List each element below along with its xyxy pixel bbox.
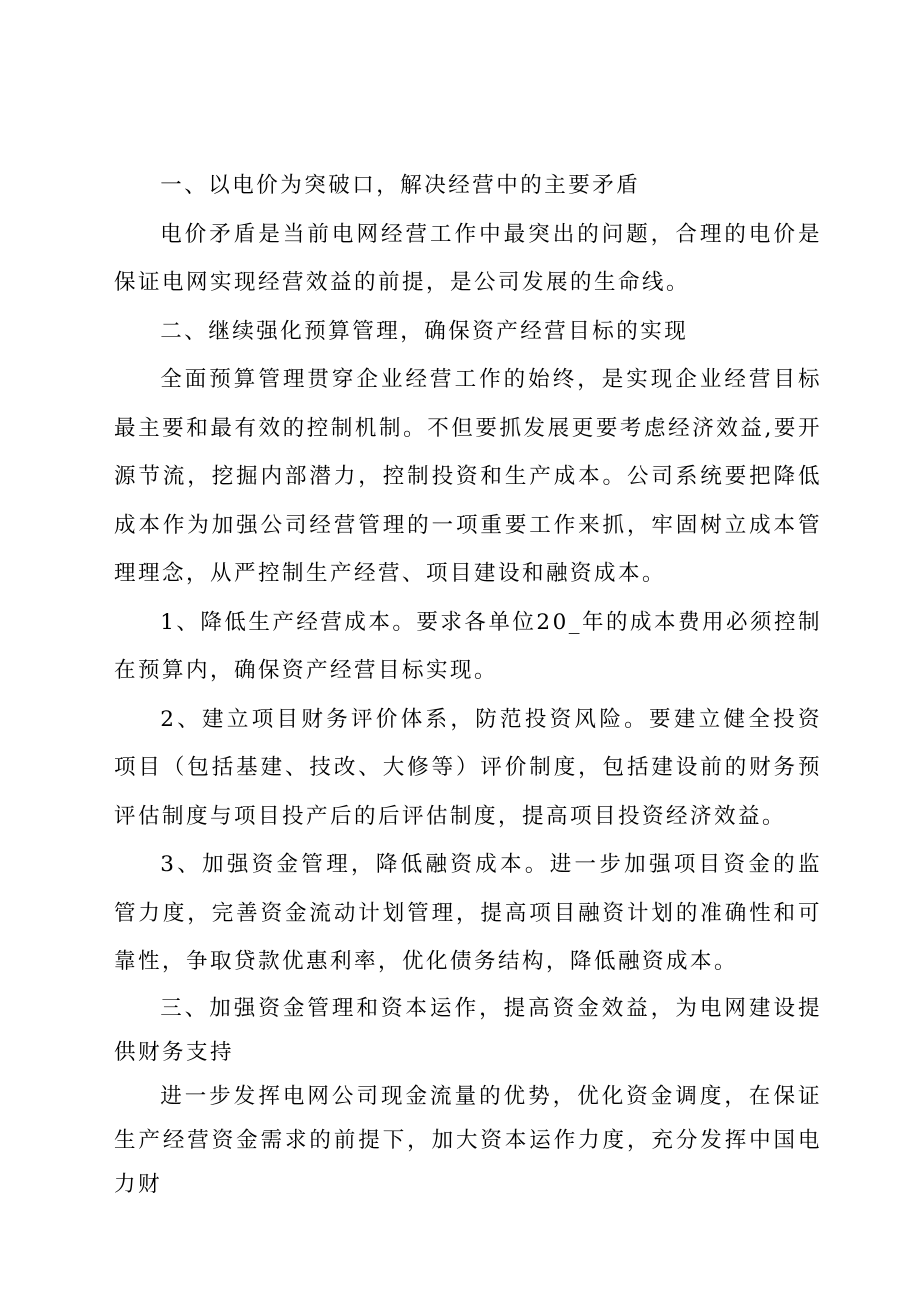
heading-2: 二、继续强化预算管理，确保资产经营目标的实现 (160, 318, 689, 344)
paragraph: 电价矛盾是当前电网经营工作中最突出的问题，合理的电价是保证电网实现经营效益的前提，是公司发展的生命线。 (114, 221, 822, 295)
paragraph: 全面预算管理贯穿企业经营工作的始终，是实现企业经营目标最主要和最有效的控制机制。不但要抓发展更要考虑经济效益,要开源节流，挖掘内部潜力，控制投资和生产成本。公司系统要把降低成本作为加强公司经营管理的一项重要工作来抓，牢固树立成本管理理念，从严控制生产经营、项目建设和融资成本。 (114, 367, 822, 586)
heading-1: 一、以电价为突破口，解决经营中的主要矛盾 (160, 173, 641, 198)
heading-3: 三、加强资金管理和资本运作，提高资金效益，为电网建设提供财务支持 (114, 995, 822, 1065)
paragraph: 1、降低生产经营成本。要求各单位20_年的成本费用必须控制在预算内，确保资产经营目标实现。 (114, 609, 823, 683)
paragraph: 进一步发挥电网公司现金流量的优势，优化资金调度，在保证生产经营资金需求的前提下，加大资本运作力度，充分发挥中国电力财 (114, 1083, 822, 1197)
paragraph: 3、加强资金管理，降低融资成本。进一步加强项目资金的监管力度，完善资金流动计划管理，提高项目融资计划的准确性和可靠性，争取贷款优惠利率，优化债务结构，降低融资成本。 (114, 852, 822, 974)
document-content (114, 162, 822, 1207)
paragraph: 2、建立项目财务评价体系，防范投资风险。要建立健全投资项目（包括基建、技改、大修等）评价制度，包括建设前的财务预评估制度与项目投产后的后评估制度，提高项目投资经济效益。 (114, 706, 822, 829)
